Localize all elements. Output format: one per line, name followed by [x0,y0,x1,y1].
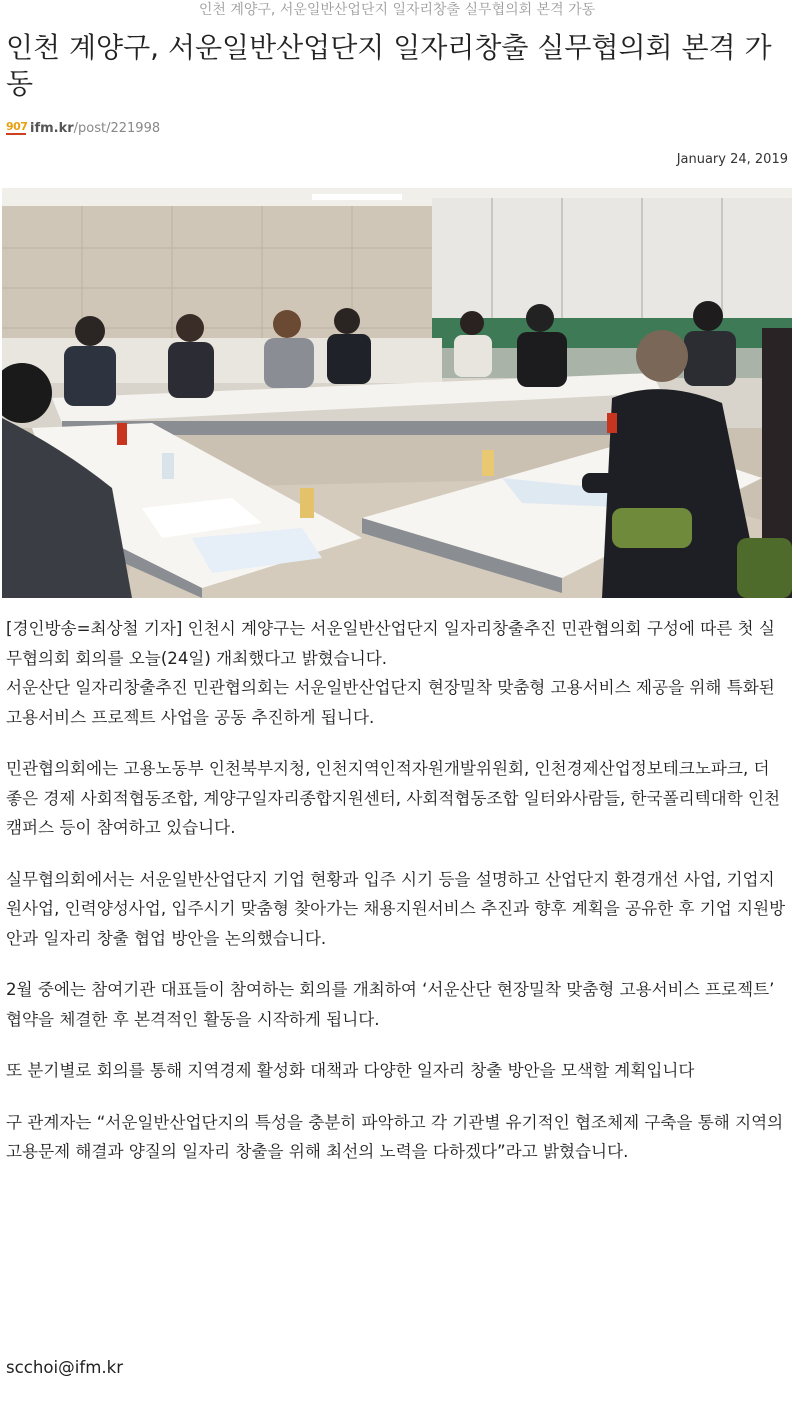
source-path[interactable]: /post/221998 [73,120,161,136]
article-title: 인천 계양구, 서운일반산업단지 일자리창출 실무협의회 본격 가동 [6,31,772,100]
reporter-email[interactable]: scchoi@ifm.kr [6,1358,124,1377]
paragraph-5: 또 분기별로 회의를 통해 지역경제 활성화 대책과 다양한 일자리 창출 방안을 모색할 계획입니다 [6,1061,695,1080]
paragraph-6: 구 관계자는 “서운일반산업단지의 특성을 충분히 파악하고 각 기관별 유기적인 협조체제 구축을 통해 지역의 고용문제 해결과 양질의 일자리 창출을 위해 최선의 노력을 다하겠다”라고 밝혔습니다. [6,1112,784,1161]
paragraph-2: 민관협의회에는 고용노동부 인천북부지청, 인천지역인적자원개발위원회, 인천경제산업정보테크노파크, 더 좋은 경제 사회적협동조합, 계양구일자리종합지원센터, 사회적협동조합 일터와사람들, 한국폴리텍대학 인천캠퍼스 등이 참여하고 있습니다. [6,759,781,837]
ifm-logo-icon: 907 [6,120,28,133]
source-line[interactable] [6,119,160,137]
paragraph-1: [경인방송=최상철 기자] 인천시 계양구는 서운일반산업단지 일자리창출추진 민관협의회 구성에 따른 첫 실무협의회 회의를 오늘(24일) 개최했다고 밝혔습니다. 서운산단 일자리창출추진 민관협의회는 서운일반산업단지 현장밀착 맞춤형 고용서비스 제공을 위해 특화된 고용서비스 프로젝트 사업을 공동 추진하게 됩니다. [6,619,775,727]
article-date: January 24, 2019 [676,152,788,167]
top-title-bar: 인천 계양구, 서운일반산업단지 일자리창출 실무협의회 본격 가동 [198,2,596,18]
paragraph-4: 2월 중에는 참여기관 대표들이 참여하는 회의를 개최하여 ‘서운산단 현장밀착 맞춤형 고용서비스 프로젝트’ 협약을 체결한 후 본격적인 활동을 시작하게 됩니다. [6,980,775,1029]
article-body [6,614,788,1189]
paragraph-3: 실무협의회에서는 서운일반산업단지 기업 현황과 입주 시기 등을 설명하고 산업단지 환경개선 사업, 기업지원사업, 인력양성사업, 입주시기 맞춤형 찾아가는 채용지원서비스 추진과 향후 계획을 공유한 후 기업 지원방안과 일자리 창출 협업 방안을 논의했습니다. [6,869,786,948]
source-domain[interactable]: ifm.kr [30,120,74,136]
meeting-photo [2,188,792,598]
